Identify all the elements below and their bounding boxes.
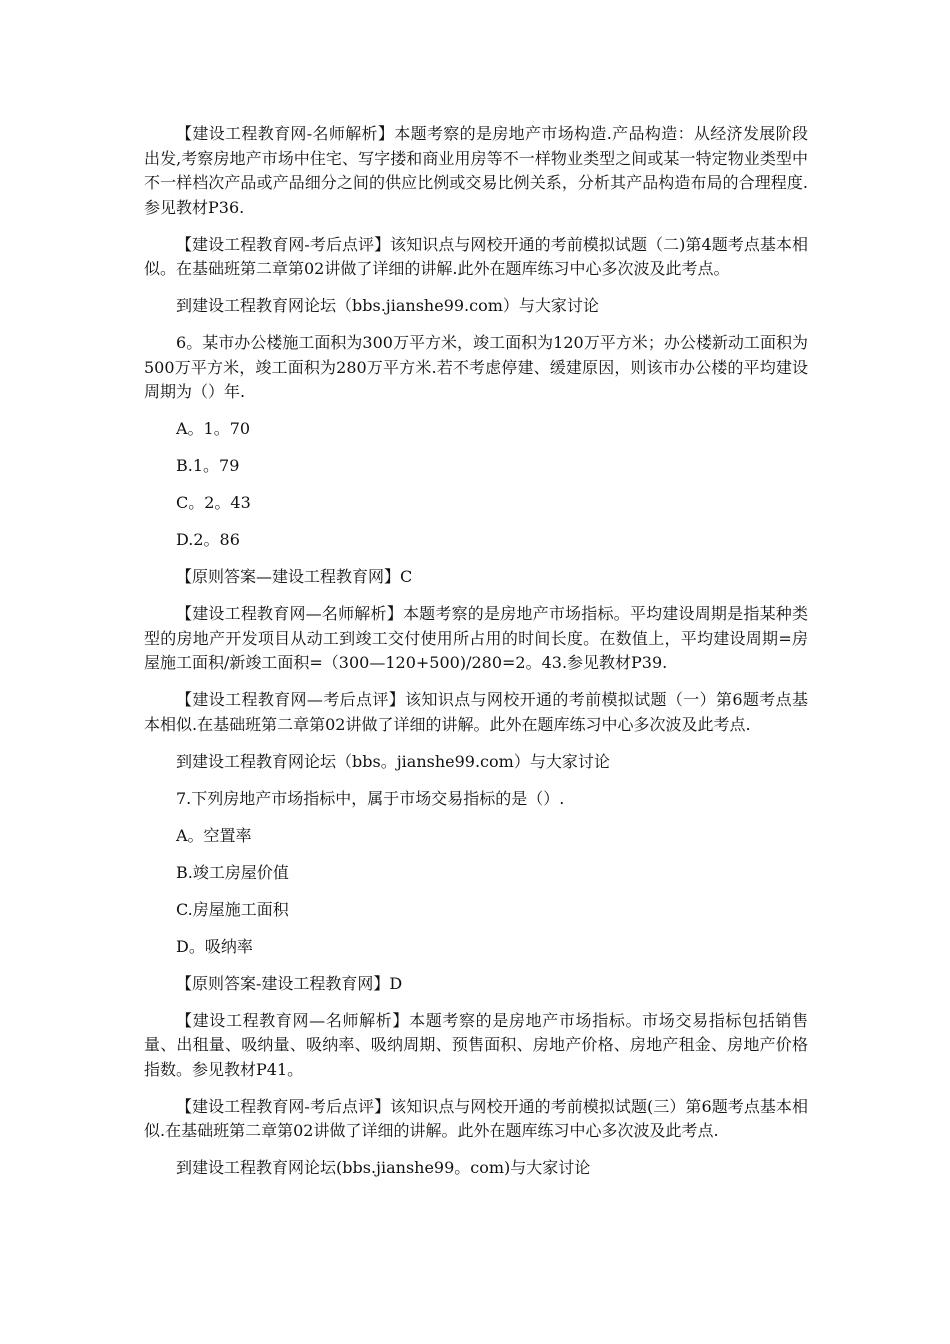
review-paragraph: 【建设工程教育网-考后点评】该知识点与网校开通的考前模拟试题（二)第4题考点基本相似。在基础班第二章第02讲做了详细的讲解.此外在题库练习中心多次波及此考点。 [144, 234, 808, 278]
option-a: A。空置率 [176, 825, 252, 845]
forum-link-text: 到建设工程教育网论坛（bbs。jianshe99.com）与大家讨论 [176, 751, 610, 771]
option-d: D.2。86 [176, 530, 240, 549]
option-c: C.房屋施工面积 [176, 899, 289, 919]
question-6: 6。某市办公楼施工面积为300万平方米，竣工面积为120万平方米；办公楼新动工面积为500万平方米，竣工面积为280万平方米.若不考虑停建、缓建原因，则该市办公楼的平均建设周期为（）年. [144, 333, 808, 401]
option-b: B.1。79 [176, 456, 240, 475]
forum-link-text: 到建设工程教育网论坛（bbs.jianshe99.com）与大家讨论 [176, 296, 599, 315]
option-b: B.竣工房屋价值 [176, 862, 289, 882]
analysis-paragraph: 【建设工程教育网—名师解析】本题考察的是房地产市场指标。平均建设周期是指某种类型的房地产开发项目从动工到竣工交付使用所占用的时间长度。在数值上，平均建设周期=房屋施工面积/新竣工面积=（300—120+500)/280=2。43.参见教材P39. [144, 604, 808, 672]
question-7: 7.下列房地产市场指标中，属于市场交易指标的是（）. [176, 788, 565, 808]
standard-answer: 【原则答案-建设工程教育网】D [176, 973, 403, 993]
forum-link-text: 到建设工程教育网论坛(bbs.jianshe99。com)与大家讨论 [176, 1158, 591, 1177]
analysis-paragraph: 【建设工程教育网—名师解析】本题考察的是房地产市场指标。市场交易指标包括销售量、出租量、吸纳量、吸纳率、吸纳周期、预售面积、房地产价格、房地产租金、房地产价格指数。参见教材P41。 [144, 1010, 808, 1079]
review-paragraph: 【建设工程教育网—考后点评】该知识点与网校开通的考前模拟试题（一）第6题考点基本相似.在基础班第二章第02讲做了详细的讲解。此外在题库练习中心多次波及此考点. [144, 690, 808, 734]
review-paragraph: 【建设工程教育网-考后点评】该知识点与网校开通的考前模拟试题(三）第6题考点基本相似.在基础班第二章第02讲做了详细的讲解。此外在题库练习中心多次波及此考点. [144, 1096, 808, 1140]
standard-answer: 【原则答案—建设工程教育网】C [176, 567, 413, 586]
analysis-paragraph: 【建设工程教育网-名师解析】本题考察的是房地产市场构造.产品构造：从经济发展阶段出发,考察房地产市场中住宅、写字搂和商业用房等不一样物业类型之间或某一特定物业类型中不一样档次产品或产品细分之间的供应比例或交易比例关系，分析其产品构造布局的合理程度.参见教材P36. [144, 124, 808, 217]
document-page [144, 122, 808, 1193]
option-c: C。2。43 [176, 493, 251, 512]
option-d: D。吸纳率 [176, 936, 253, 956]
option-a: A。1。70 [176, 419, 251, 438]
